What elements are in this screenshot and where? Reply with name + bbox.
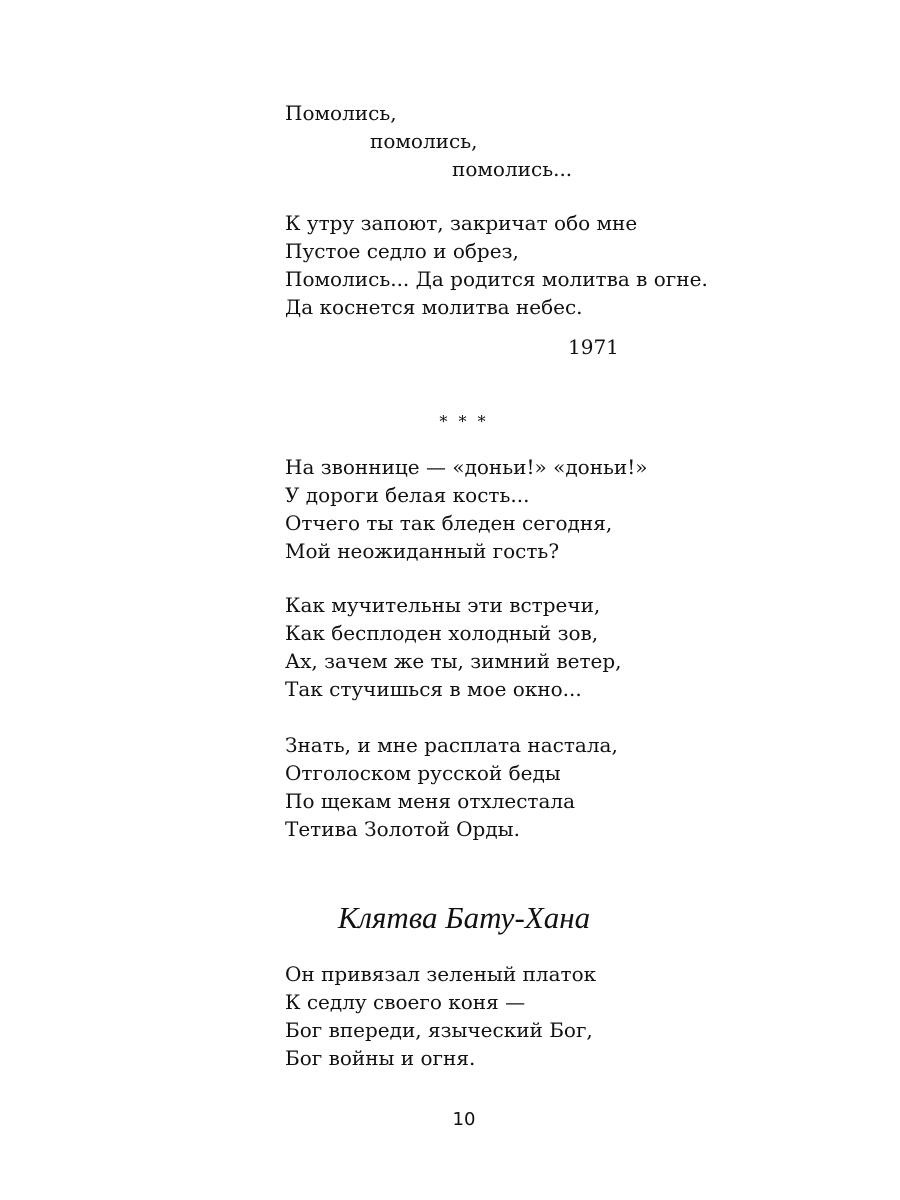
poem-line: Он привязал зеленый платок <box>285 962 597 986</box>
poem-line: Как мучительны эти встречи, <box>285 593 601 617</box>
poem-line: Бог войны и огня. <box>285 1046 476 1070</box>
poem-title: Клятва Бату-Хана <box>337 900 591 935</box>
poem-line: Пустое седло и обрез, <box>285 239 519 263</box>
poem-line: На звоннице — «доньи!» «доньи!» <box>285 455 648 479</box>
poem-line: Бог впереди, языческий Бог, <box>285 1018 593 1042</box>
poem-line: Так стучишься в мое окно... <box>285 677 582 701</box>
poem-line: Ах, зачем же ты, зимний ветер, <box>285 649 622 673</box>
section-separator: * * * <box>439 412 489 431</box>
poem-line: Отчего ты так бледен сегодня, <box>285 511 613 535</box>
poem-year: 1971 <box>568 335 619 359</box>
page-number: 10 <box>452 1109 476 1130</box>
poem-line: Как бесплоден холодный зов, <box>285 621 599 645</box>
poem-line: Знать, и мне расплата настала, <box>285 733 618 757</box>
poem-line: Тетива Золотой Орды. <box>285 817 520 841</box>
poem-line: помолись... <box>452 157 573 181</box>
poem-line: Помолись... Да родится молитва в огне. <box>285 267 708 291</box>
poem-line: Мой неожиданный гость? <box>285 539 560 563</box>
poem-line: По щекам меня отхлестала <box>285 789 576 813</box>
poem-line: К седлу своего коня — <box>285 990 526 1014</box>
poem-line: Помолись, <box>285 101 397 125</box>
poem-line: У дороги белая кость... <box>285 483 530 507</box>
poem-line: помолись, <box>370 129 478 153</box>
poem-line: Отголоском русской беды <box>285 761 561 785</box>
poem-line: Да коснется молитва небес. <box>285 295 583 319</box>
poem-line: К утру запоют, закричат обо мне <box>285 211 638 235</box>
